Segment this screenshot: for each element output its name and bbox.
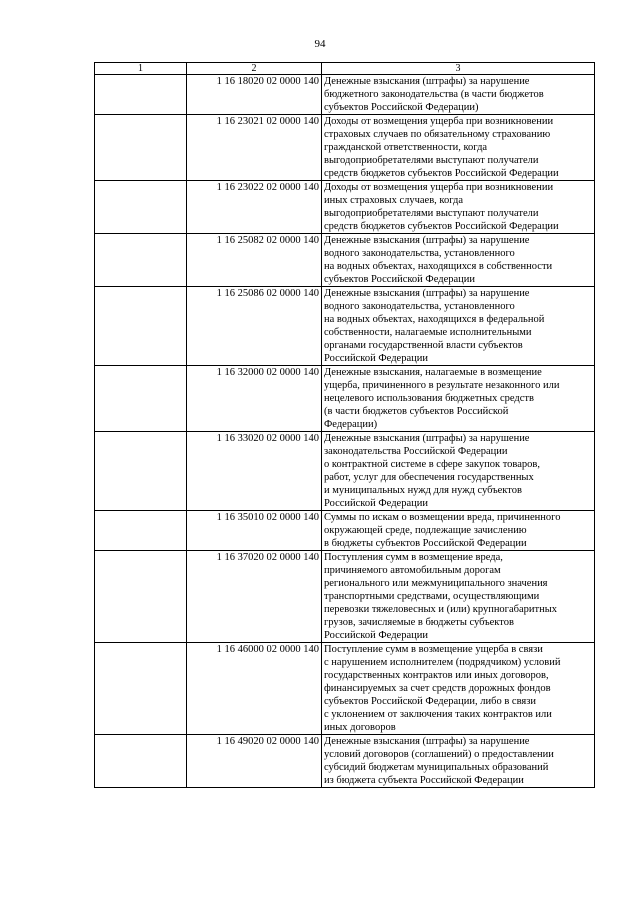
description-line: выгодоприобретателями выступают получатели [324, 208, 539, 219]
description-line: средств бюджетов субъектов Российской Федерации [324, 168, 559, 179]
column-1-cell [95, 511, 187, 551]
description-line: и муниципальных нужд для нужд субъектов [324, 485, 522, 496]
budget-code-cell: 1 16 25082 02 0000 140 [187, 234, 322, 287]
income-description-cell [322, 75, 595, 115]
description-line: перевозки тяжеловесных и (или) крупногабаритных [324, 604, 558, 615]
column-header-2: 2 [187, 63, 322, 75]
description-line: на водных объектах, находящихся в федеральной [324, 314, 545, 325]
column-1-cell [95, 287, 187, 366]
budget-classification-table [94, 62, 595, 788]
description-line: условий договоров (соглашений) о предоставлении [324, 749, 554, 760]
income-description-cell [322, 551, 595, 643]
description-line: Федерации) [324, 419, 378, 430]
description-line: работ, услуг для обеспечения государственных [324, 472, 534, 483]
budget-code-cell: 1 16 49020 02 0000 140 [187, 735, 322, 788]
description-line: Суммы по искам о возмещении вреда, причиненного [324, 512, 561, 523]
description-line: субъектов Российской Федерации [324, 274, 476, 285]
description-line: из бюджета субъекта Российской Федерации [324, 775, 524, 786]
description-line: Российской Федерации [324, 353, 428, 364]
column-1-cell [95, 551, 187, 643]
description-line: субъектов Российской Федерации) [324, 102, 479, 113]
budget-code-cell: 1 16 35010 02 0000 140 [187, 511, 322, 551]
income-description-cell [322, 181, 595, 234]
column-1-cell [95, 234, 187, 287]
description-line: Денежные взыскания (штрафы) за нарушение [324, 736, 530, 747]
column-1-cell [95, 643, 187, 735]
description-line: Российской Федерации [324, 498, 428, 509]
budget-code-cell: 1 16 23022 02 0000 140 [187, 181, 322, 234]
column-1-cell [95, 432, 187, 511]
budget-code-cell: 1 16 33020 02 0000 140 [187, 432, 322, 511]
description-line: страховых случаев по обязательному страхованию [324, 129, 551, 140]
description-line: выгодоприобретателями выступают получатели [324, 155, 539, 166]
description-line: субъектов Российской Федерации, либо в связи [324, 696, 536, 707]
description-line: финансируемых за счет средств дорожных фондов [324, 683, 551, 694]
description-line: законодательства Российской Федерации [324, 446, 508, 457]
description-line: Денежные взыскания (штрафы) за нарушение [324, 76, 530, 87]
table-row [95, 234, 595, 287]
description-line: (в части бюджетов субъектов Российской [324, 406, 509, 417]
description-line: Денежные взыскания (штрафы) за нарушение [324, 433, 530, 444]
income-description-cell [322, 643, 595, 735]
description-line: нецелевого использования бюджетных средств [324, 393, 534, 404]
column-1-cell [95, 75, 187, 115]
column-1-cell [95, 181, 187, 234]
column-header-1: 1 [95, 63, 187, 75]
column-1-cell [95, 735, 187, 788]
income-description-cell [322, 432, 595, 511]
table-header-row [95, 63, 595, 75]
description-line: иных договоров [324, 722, 396, 733]
table-row [95, 181, 595, 234]
income-description-cell [322, 366, 595, 432]
description-line: субсидий бюджетам муниципальных образований [324, 762, 549, 773]
income-description-cell [322, 287, 595, 366]
description-line: иных страховых случаев, когда [324, 195, 464, 206]
description-line: органами государственной власти субъектов [324, 340, 523, 351]
description-line: с уклонением от заключения таких контрактов или [324, 709, 552, 720]
budget-code-cell: 1 16 18020 02 0000 140 [187, 75, 322, 115]
description-line: водного законодательства, установленного [324, 301, 515, 312]
description-line: Денежные взыскания (штрафы) за нарушение [324, 235, 530, 246]
table-row [95, 366, 595, 432]
description-line: Доходы от возмещения ущерба при возникновении [324, 116, 554, 127]
income-description-cell [322, 735, 595, 788]
description-line: Российской Федерации [324, 630, 428, 641]
budget-code-cell: 1 16 37020 02 0000 140 [187, 551, 322, 643]
description-line: причиняемого автомобильным дорогам [324, 565, 501, 576]
income-description-cell [322, 511, 595, 551]
description-line: собственности, налагаемые исполнительными [324, 327, 532, 338]
budget-code-cell: 1 16 46000 02 0000 140 [187, 643, 322, 735]
description-line: в бюджеты субъектов Российской Федерации [324, 538, 527, 549]
column-1-cell [95, 366, 187, 432]
table-row [95, 115, 595, 181]
description-line: водного законодательства, установленного [324, 248, 515, 259]
table-row [95, 511, 595, 551]
income-description-cell [322, 115, 595, 181]
description-line: Доходы от возмещения ущерба при возникновении [324, 182, 554, 193]
income-description-cell [322, 234, 595, 287]
table-row [95, 735, 595, 788]
table-row [95, 551, 595, 643]
description-line: на водных объектах, находящихся в собственности [324, 261, 553, 272]
description-line: с нарушением исполнителем (подрядчиком) условий [324, 657, 561, 668]
budget-code-cell: 1 16 32000 02 0000 140 [187, 366, 322, 432]
description-line: средств бюджетов субъектов Российской Федерации [324, 221, 559, 232]
description-line: гражданской ответственности, когда [324, 142, 488, 153]
description-line: транспортными средствами, осуществляющими [324, 591, 540, 602]
description-line: бюджетного законодательства (в части бюджетов [324, 89, 544, 100]
column-header-3: 3 [322, 63, 595, 75]
table-row [95, 75, 595, 115]
description-line: Денежные взыскания (штрафы) за нарушение [324, 288, 530, 299]
table-row [95, 643, 595, 735]
description-line: окружающей среде, подлежащие зачислению [324, 525, 527, 536]
description-line: грузов, зачисляемые в бюджеты субъектов [324, 617, 514, 628]
budget-code-cell: 1 16 23021 02 0000 140 [187, 115, 322, 181]
table-body [95, 75, 595, 788]
table-row [95, 432, 595, 511]
description-line: Денежные взыскания, налагаемые в возмещение [324, 367, 542, 378]
description-line: ущерба, причиненного в результате незаконного или [324, 380, 560, 391]
description-line: регионального или межмуниципального значения [324, 578, 548, 589]
page-number: 94 [314, 38, 326, 50]
description-line: Поступления сумм в возмещение вреда, [324, 552, 503, 563]
description-line: государственных контрактов или иных договоров, [324, 670, 549, 681]
column-1-cell [95, 115, 187, 181]
description-line: о контрактной системе в сфере закупок товаров, [324, 459, 540, 470]
description-line: Поступление сумм в возмещение ущерба в связи [324, 644, 543, 655]
budget-code-cell: 1 16 25086 02 0000 140 [187, 287, 322, 366]
table-row [95, 287, 595, 366]
